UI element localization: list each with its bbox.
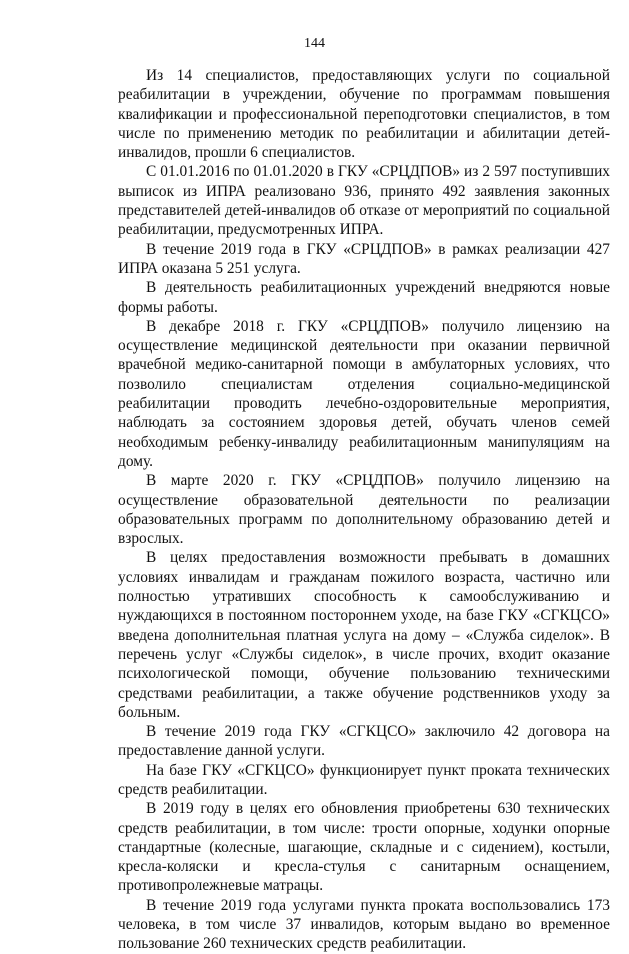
paragraph-10: В 2019 году в целях его обновления приобретены 630 технических средств реабилитации, в том числе: трости опорные, ходунки опорные стандартные (колесные, шагающие, складные и с сидением), костыли, кресла-коляски и кресла-стулья с санитарным оснащением, противопролежневые матрацы. xyxy=(118,800,610,895)
paragraph-1: Из 14 специалистов, предоставляющих услуги по социальной реабилитации в учреждении, обучение по программам повышения квалификации и профессиональной переподготовки специалистов, в том числе по применению методик по реабилитации и абилитации детей-инвалидов, прошли 6 специалистов. xyxy=(118,67,610,162)
paragraph-9: На базе ГКУ «СГКЦСО» функционирует пункт проката технических средств реабилитации. xyxy=(118,761,610,798)
paragraph-7: В целях предоставления возможности пребывать в домашних условиях инвалидам и гражданам пожилого возраста, частично или полностью утративших способность к самообслуживанию и нуждающихся в постоянном постороннем уходе, на базе ГКУ «СГКЦСО» введена дополнительная платная услуга на дому – «Служба сиделок». В перечень услуг «Службы сиделок», в числе прочих, входит оказание психологической помощи, обучение пользованию техническими средствами реабилитации, а также обучение родственников уходу за больным. xyxy=(118,549,610,721)
paragraph-8: В течение 2019 года ГКУ «СГКЦСО» заключило 42 договора на предоставление данной услуги. xyxy=(118,723,610,760)
paragraph-5: В декабре 2018 г. ГКУ «СРЦДПОВ» получило лицензию на осуществление медицинской деятельности при оказании первичной врачебной медико-санитарной помощи в амбулаторных условиях, что позволило специалистам отделения социально-медицинской реабилитации проводить лечебно-оздоровительные мероприятия, наблюдать за состоянием здоровья детей, обучать членов семей необходимым ребенку-инвалиду реабилитационным манипуляциям на дому. xyxy=(118,317,610,470)
page-number: 144 xyxy=(304,36,325,51)
paragraph-11: В течение 2019 года услугами пункта проката воспользовались 173 человека, в том числе 37 инвалидов, которым выдано во временное пользование 260 технических средств реабилитации. xyxy=(118,896,610,953)
paragraph-4: В деятельность реабилитационных учреждений внедряются новые формы работы. xyxy=(118,279,610,316)
paragraph-2: С 01.01.2016 по 01.01.2020 в ГКУ «СРЦДПОВ» из 2 597 поступивших выписок из ИПРА реализовано 936, принято 492 заявления законных представителей детей-инвалидов об отказе от мероприятий по социальной реабилитации, предусмотренных ИПРА. xyxy=(118,163,610,239)
paragraph-3: В течение 2019 года в ГКУ «СРЦДПОВ» в рамках реализации 427 ИПРА оказана 5 251 услуга. xyxy=(118,240,610,277)
paragraph-6: В марте 2020 г. ГКУ «СРЦДПОВ» получило лицензию на осуществление образовательной деятельности по реализации образовательных программ по дополнительному образованию детей и взрослых. xyxy=(118,472,610,548)
body-text xyxy=(118,66,610,954)
